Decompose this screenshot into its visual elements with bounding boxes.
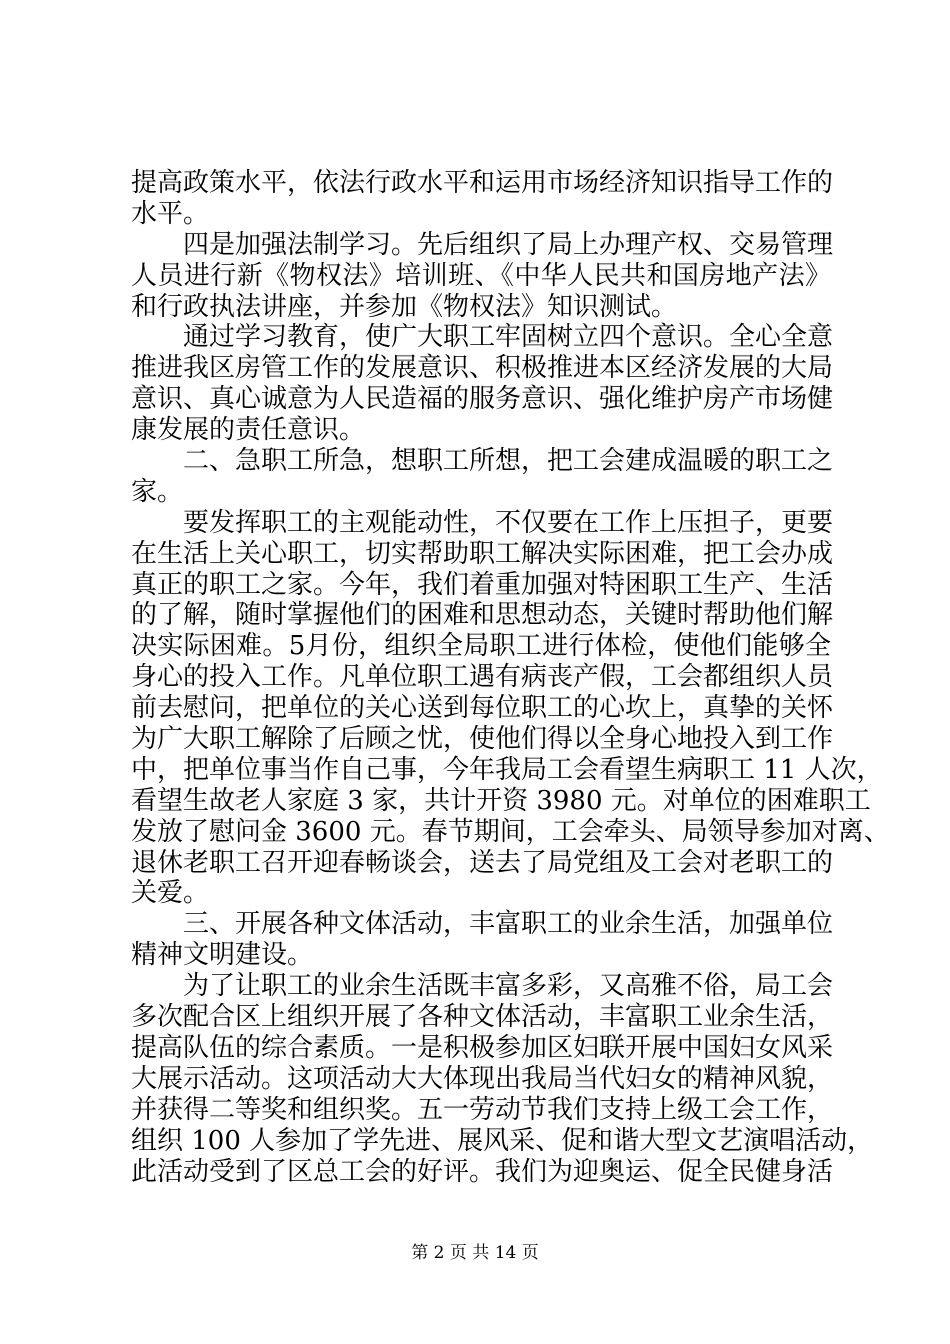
text-line: 提高政策水平，依法行政水平和运用市场经济知识指导工作的 — [131, 168, 834, 198]
text-line: 真正的职工之家。今年，我们着重加强对特困职工生产、生活 — [131, 569, 834, 600]
text-line: 推进我区房管工作的发展意识、积极推进本区经济发展的大局 — [131, 353, 834, 384]
text-line: 康发展的责任意识。 — [131, 415, 366, 446]
text-line: 通过学习教育，使广大职工牢固树立四个意识。全心全意 — [183, 322, 834, 353]
text-line: 的了解，随时掌握他们的困难和思想动态，关键时帮助他们解 — [131, 600, 834, 631]
text-line: 家。 — [131, 476, 184, 507]
text-line: 二、急职工所急，想职工所想，把工会建成温暖的职工之 — [183, 446, 834, 477]
text-line: 和行政执法讲座，并参加《物权法》知识测试。 — [131, 291, 678, 322]
text-line: 并获得二等奖和组织奖。五一劳动节我们支持上级工会工作， — [131, 1094, 834, 1125]
text-line: 水平。 — [131, 198, 210, 229]
text-line: 提高队伍的综合素质。一是积极参加区妇联开展中国妇女风采 — [131, 1032, 834, 1063]
text-line: 大展示活动。这项活动大大体现出我局当代妇女的精神风貌， — [131, 1063, 834, 1094]
text-line: 看望生故老人家庭 3 家，共计开资 3980 元。对单位的困难职工 — [131, 785, 871, 816]
text-line: 四是加强法制学习。先后组织了局上办理产权、交易管理 — [183, 229, 834, 260]
text-line: 退休老职工召开迎春畅谈会，送去了局党组及工会对老职工的 — [131, 847, 834, 878]
text-line: 要发挥职工的主观能动性，不仅要在工作上压担子，更要 — [183, 507, 834, 538]
text-line: 组织 100 人参加了学先进、展风采、促和谐大型文艺演唱活动， — [131, 1125, 874, 1156]
text-line: 三、开展各种文体活动，丰富职工的业余生活，加强单位 — [183, 909, 834, 940]
text-line: 在生活上关心职工，切实帮助职工解决实际困难，把工会办成 — [131, 538, 834, 569]
text-line: 此活动受到了区总工会的好评。我们为迎奥运、促全民健身活 — [131, 1156, 834, 1187]
text-line: 为广大职工解除了后顾之忧，使他们得以全身心地投入到工作 — [131, 724, 834, 755]
body-text — [131, 168, 890, 1187]
text-line: 人员进行新《物权法》培训班、《中华人民共和国房地产法》 — [131, 260, 831, 291]
text-line: 关爱。 — [131, 878, 210, 909]
page-footer: 第 2 页 共 14 页 — [411, 1243, 539, 1263]
text-line: 前去慰问，把单位的关心送到每位职工的心坎上，真挚的关怀 — [131, 693, 834, 724]
text-line: 发放了慰问金 3600 元。春节期间，工会牵头、局领导参加对离、 — [131, 816, 890, 847]
text-line: 多次配合区上组织开展了各种文体活动，丰富职工业余生活， — [131, 1002, 834, 1033]
text-line: 为了让职工的业余生活既丰富多彩，又高雅不俗，局工会 — [183, 971, 834, 1002]
text-line: 中，把单位事当作自己事，今年我局工会看望生病职工 11 人次， — [131, 754, 883, 785]
text-line: 精神文明建设。 — [131, 940, 314, 971]
text-line: 意识、真心诚意为人民造福的服务意识、强化维护房产市场健 — [131, 384, 834, 415]
text-line: 身心的投入工作。凡单位职工遇有病丧产假，工会都组织人员 — [131, 662, 834, 693]
text-line: 决实际困难。5月份，组织全局职工进行体检，使他们能够全 — [131, 631, 831, 662]
